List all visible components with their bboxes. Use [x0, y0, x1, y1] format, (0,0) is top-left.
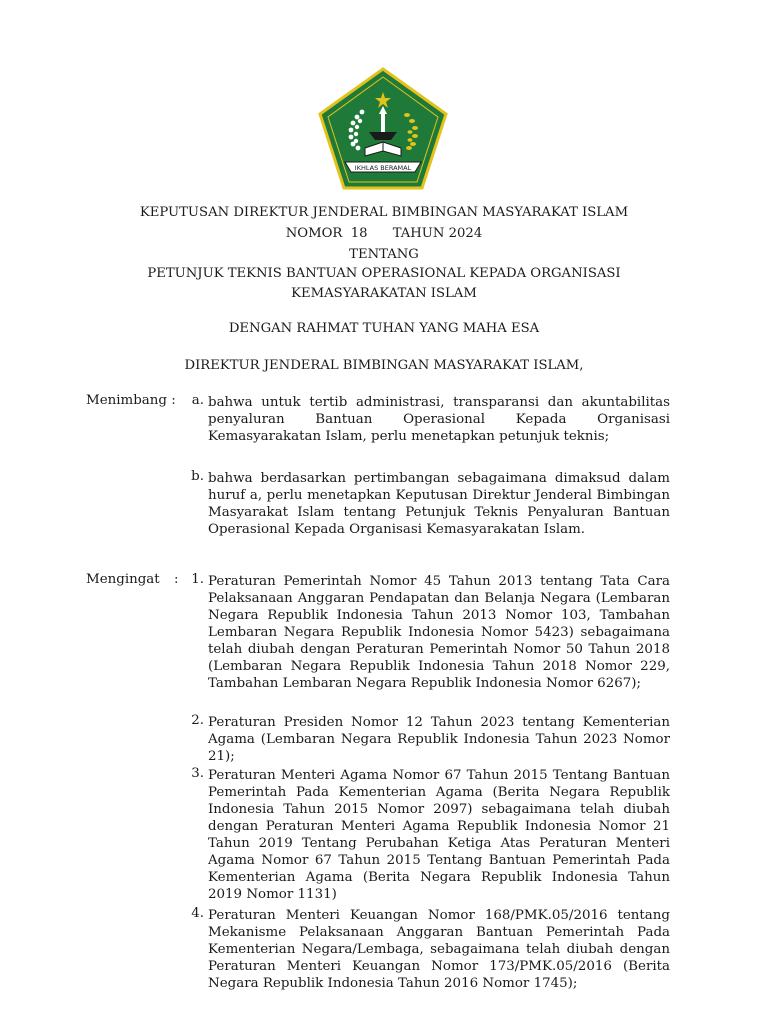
decree-title: KEPUTUSAN DIREKTUR JENDERAL BIMBINGAN MASYARAKAT ISLAM: [139, 205, 629, 220]
mengingat-item-4-text: Peraturan Menteri Keuangan Nomor 168/PMK.05/2016 tentang Mekanisme Pelaksanaan Anggaran Bantuan Pemerintah Pada Kementerian Negara/Lembaga, sebagaimana telah diubah dengan Peraturan Menteri Keuangan Nomor 173/PMK.05/2016 (Berita Negara Republik Indonesia Tahun 2016 Nomor 1745);: [208, 908, 670, 991]
ministry-emblem-logo: [317, 66, 449, 192]
mengingat-item-4-num: 4.: [191, 906, 204, 921]
official-title: DIREKTUR JENDERAL BIMBINGAN MASYARAKAT ISLAM,: [184, 358, 584, 373]
number-label: NOMOR: [285, 226, 343, 241]
menimbang-item-a-text: bahwa untuk tertib administrasi, transparansi dan akuntabilitas penyaluran Bantuan Operasional Kepada Organisasi Kemasyarakatan Islam, perlu menetapkan petunjuk teknis;: [208, 395, 670, 444]
emblem-ribbon-text: IKHLAS BERAMAL: [354, 164, 412, 172]
blessing-line: DENGAN RAHMAT TUHAN YANG MAHA ESA: [228, 321, 540, 336]
menimbang-item-a-num: a.: [191, 393, 204, 408]
number-value: 18: [350, 226, 368, 241]
menimbang-item-b-num: b.: [191, 469, 204, 484]
mengingat-item-2-text: Peraturan Presiden Nomor 12 Tahun 2023 tentang Kementerian Agama (Lembaran Negara Republik Indonesia Tahun 2023 Nomor 21);: [208, 715, 670, 764]
mengingat-item-2-num: 2.: [191, 713, 204, 728]
mengingat-item-3-num: 3.: [191, 766, 204, 781]
mengingat-item-1-num: 1.: [191, 572, 204, 587]
mengingat-colon: :: [174, 572, 179, 587]
mengingat-label: Mengingat: [86, 572, 160, 587]
subject-line-2: KEMASYARAKATAN ISLAM: [291, 286, 477, 301]
mengingat-item-3-text: Peraturan Menteri Agama Nomor 67 Tahun 2015 Tentang Bantuan Pemerintah Pada Kementerian Agama (Berita Negara Republik Indonesia Tahun 2015 Nomor 2097) sebagaimana telah diubah dengan Peraturan Menteri Agama Republik Indonesia Nomor 21 Tahun 2019 Tentang Perubahan Ketiga Atas Peraturan Menteri Agama Nomor 67 Tahun 2015 Tentang Bantuan Pemerintah Pada Kementerian Agama (Berita Negara Republik Indonesia Tahun 2019 Nomor 1131): [208, 768, 670, 902]
subject-line-1: PETUNJUK TEKNIS BANTUAN OPERASIONAL KEPADA ORGANISASI: [147, 266, 621, 281]
about-heading: TENTANG: [349, 247, 419, 262]
mengingat-item-1-text: Peraturan Pemerintah Nomor 45 Tahun 2013 tentang Tata Cara Pelaksanaan Anggaran Pendapatan dan Belanja Negara (Lembaran Negara Republik Indonesia Tahun 2013 Nomor 103, Tambahan Lembaran Negara Republik Indonesia Nomor 5423) sebagaimana telah diubah dengan Peraturan Pemerintah Nomor 50 Tahun 2018 (Lembaran Negara Republik Indonesia Tahun 2018 Nomor 229, Tambahan Lembaran Negara Republik Indonesia Nomor 6267);: [208, 574, 670, 691]
menimbang-label: Menimbang :: [86, 393, 176, 408]
decree-number: [0, 226, 768, 241]
year-label: TAHUN 2024: [392, 226, 483, 241]
menimbang-item-b-text: bahwa berdasarkan pertimbangan sebagaimana dimaksud dalam huruf a, perlu menetapkan Keputusan Direktur Jenderal Bimbingan Masyarakat Islam tentang Petunjuk Teknis Penyaluran Bantuan Operasional Kepada Organisasi Kemasyarakatan Islam.: [208, 471, 670, 537]
